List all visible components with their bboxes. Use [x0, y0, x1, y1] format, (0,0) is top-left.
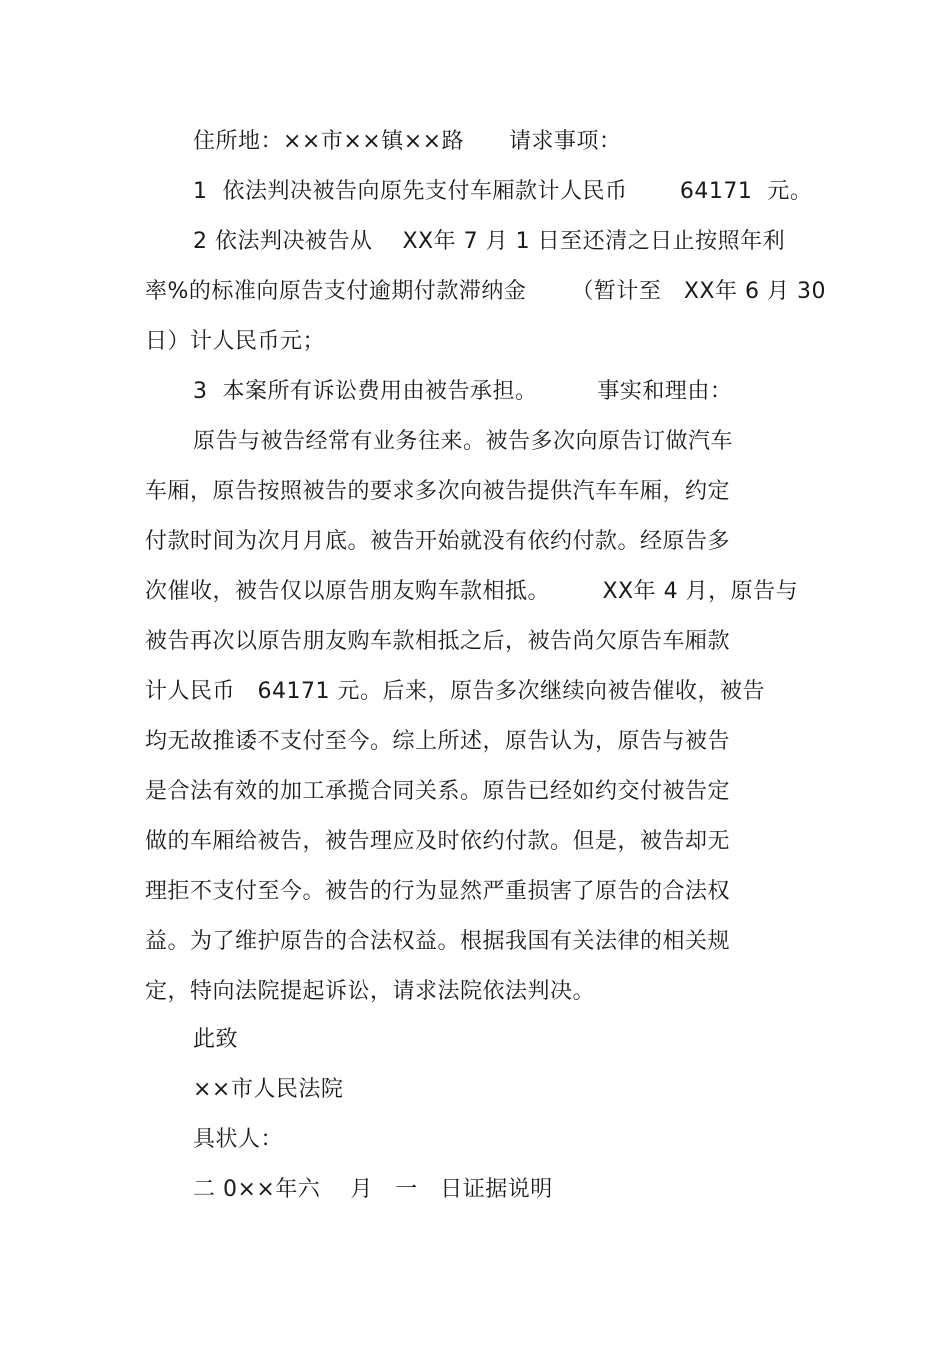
facts-paragraph-line: 计人民币 64171 元。后来，原告多次继续向被告催收，被告: [145, 679, 765, 704]
facts-paragraph-line: 做的车厢给被告，被告理应及时依约付款。但是，被告却无: [145, 829, 731, 854]
facts-paragraph-line: 理拒不支付至今。被告的行为显然严重损害了原告的合法权: [145, 879, 731, 904]
facts-paragraph-line: 付款时间为次月月底。被告开始就没有依约付款。经原告多: [145, 529, 731, 554]
claim-1: 1 依法判决被告向原先支付车厢款计人民币 64171 元。: [193, 179, 813, 204]
facts-paragraph-line: 定，特向法院提起诉讼，请求法院依法判决。: [145, 979, 596, 1004]
facts-paragraph-line: 被告再次以原告朋友购车款相抵之后，被告尚欠原告车厢款: [145, 629, 731, 654]
claim-2-line-1: 2 依法判决被告从 XX年 7 月 1 日至还清之日止按照年利: [193, 229, 786, 254]
facts-paragraph-line: 均无故推诿不支付至今。综上所述，原告认为，原告与被告: [145, 729, 731, 754]
facts-paragraph-line: 原告与被告经常有业务往来。被告多次向原告订做汽车: [193, 429, 734, 454]
claim-3-and-facts-heading: 3 本案所有诉讼费用由被告承担。 事实和理由：: [193, 379, 733, 404]
date-and-evidence-heading: 二 0××年六 月 一 日证据说明: [193, 1177, 553, 1202]
court-name: ××市人民法院: [193, 1077, 344, 1102]
signatory-label: 具状人：: [193, 1127, 284, 1152]
facts-paragraph-line: 车厢，原告按照被告的要求多次向被告提供汽车车厢，约定: [145, 479, 731, 504]
facts-paragraph-line: 益。为了维护原告的合法权益。根据我国有关法律的相关规: [145, 929, 731, 954]
claim-2-line-3: 日）计人民币元；: [145, 329, 326, 354]
claim-2-line-2: 率%的标准向原告支付逾期付款滞纳金 （暂计至 XX年 6 月 30: [145, 279, 826, 304]
facts-paragraph-line: 次催收，被告仅以原告朋友购车款相抵。 XX年 4 月，原告与: [145, 579, 799, 604]
salutation: 此致: [193, 1027, 239, 1052]
facts-paragraph-line: 是合法有效的加工承揽合同关系。原告已经如约交付被告定: [145, 779, 731, 804]
address-and-claims-heading: 住所地：××市××镇××路 请求事项：: [193, 129, 622, 154]
